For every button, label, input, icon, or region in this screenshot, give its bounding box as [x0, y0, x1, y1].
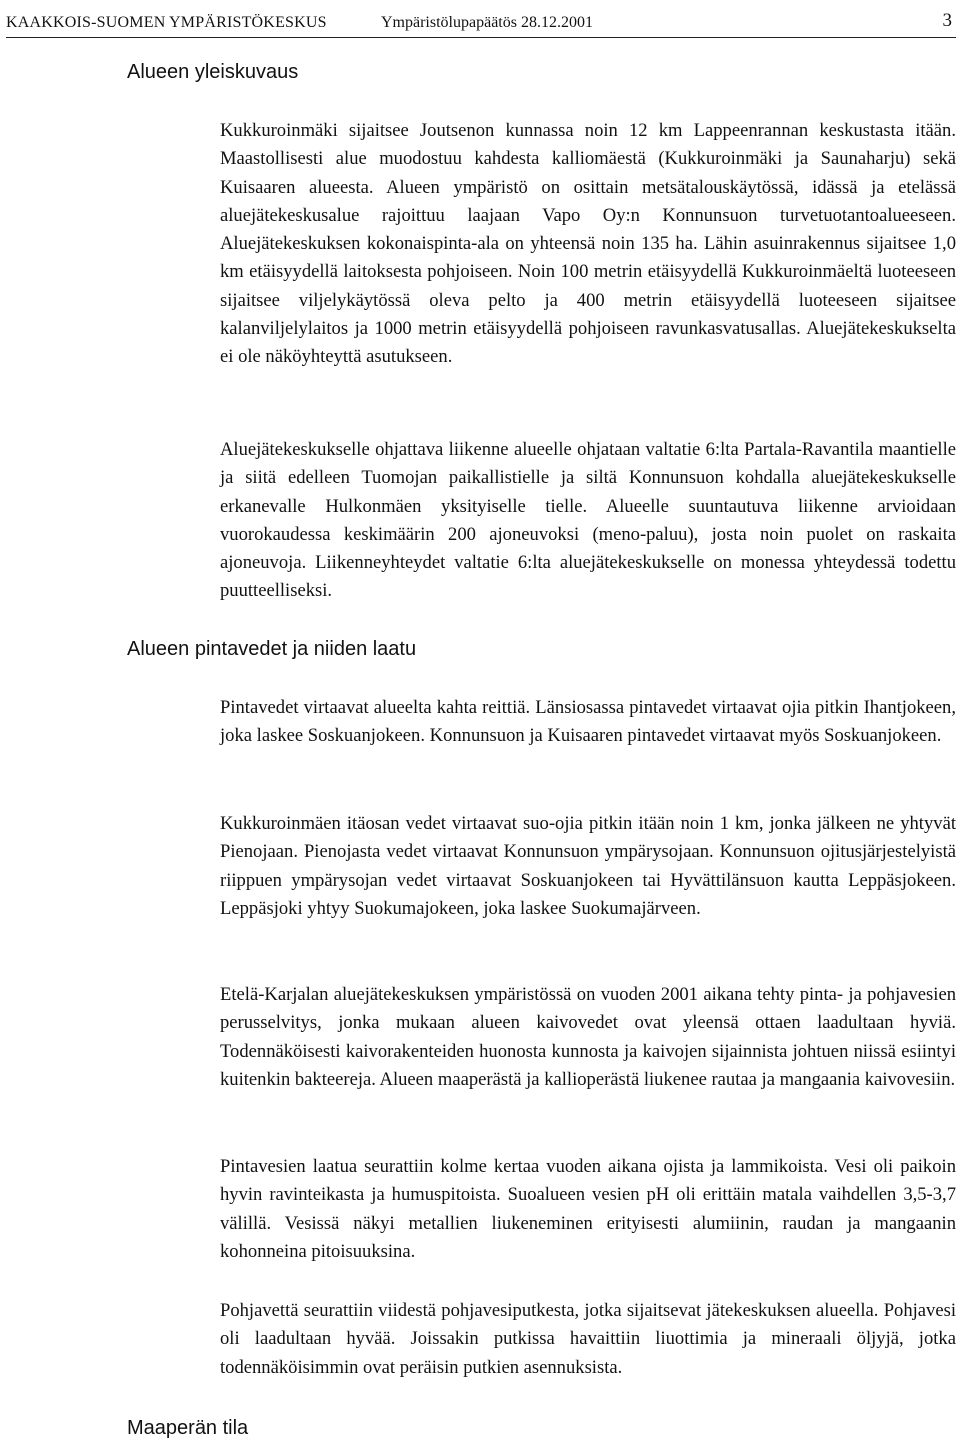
- paragraph-surface-water-survey: Etelä-Karjalan aluejätekeskuksen ympäristössä on vuoden 2001 aikana tehty pinta- ja pohjavesien perusselvitys, jonka mukaan alueen kaivovedet ovat yleensä ottaen laadultaan hyviä. Todennäköisesti kaivorakenteiden huonosta kunnosta ja kaivojen sijainnista johtuen niissä esiintyi kuitenkin bakteereja. Alueen maaperästä ja kallioperästä liukenee rautaa ja mangaania kaivovesiin.: [220, 984, 956, 1090]
- paragraph-general-location: Kukkuroinmäki sijaitsee Joutsenon kunnassa noin 12 km Lappeenrannan keskustasta itään. Maastollisesti alue muodostuu kahdesta kalliomäestä (Kukkuroinmäki ja Saunaharju) sekä Kuisaaren alueesta. Alueen ympäristö on osittain metsätalouskäytössä, idässä ja etelässä aluejätekeskusalue rajoittuu laajaan Vapo Oy:n Konnunsuon turvetuotantoalueeseen. Aluejätekeskuksen kokonaispinta-ala on yhteensä noin 135 ha. Lähin asuinrakennus sijaitsee 1,0 km etäisyydellä laitoksesta pohjoiseen. Noin 100 metrin etäisyydellä Kukkuroinmäeltä luoteeseen sijaitsee viljelykäytössä oleva pelto ja 400 metrin etäisyydellä luoteeseen sijaitsee kalanviljelylaitos ja 1000 metrin etäisyydellä pohjoiseen ravunkasvatusallas. Aluejätekeskukselta ei ole näköyhteyttä asutukseen.: [220, 120, 956, 368]
- paragraph-surface-water-quality: Pintavesien laatua seurattiin kolme kertaa vuoden aikana ojista ja lammikoista. Vesi oli paikoin hyvin ravinteikasta ja humuspitoista. Suoalueen vesien pH oli erittäin matala vaihdellen 3,5-3,7 välillä. Vesissä näkyi metallien liukeneminen erityisesti alumiinin, raudan ja mangaanin kohonneina pitoisuuksina.: [220, 1156, 956, 1262]
- paragraph-surface-water-east: Kukkuroinmäen itäosan vedet virtaavat suo-ojia pitkin itään noin 1 km, jonka jälkeen ne yhtyvät Pienojaan. Pienojasta vedet virtaavat Konnunsuon ympärysojaan. Konnunsuon ojitusjärjestelyistä riippuen ympärysojan vedet virtaavat Soskuanjokeen tai Hyvättilänsuon kautta Leppäsjokeen. Leppäsjoki yhtyy Suokumajokeen, joka laskee Suokumajärveen.: [220, 813, 956, 919]
- heading-general: Alueen yleiskuvaus: [127, 61, 299, 83]
- paragraph-surface-water-routes: Pintavedet virtaavat alueelta kahta reittiä. Länsiosassa pintavedet virtaavat ojia pitkin Ihantjokeen, joka laskee Soskuanjokeen. Konnunsuon ja Kuisaaren pintavedet virtaavat myös Soskuanjokeen.: [220, 697, 956, 747]
- heading-soil: Maaperän tila: [127, 1417, 249, 1439]
- header-organization: KAAKKOIS-SUOMEN YMPÄRISTÖKESKUS: [6, 14, 327, 31]
- page-number: 3: [942, 10, 952, 31]
- heading-surface-water: Alueen pintavedet ja niiden laatu: [127, 638, 417, 660]
- paragraph-general-traffic: Aluejätekeskukselle ohjattava liikenne alueelle ohjataan valtatie 6:lta Partala-Ravantila maantielle ja siitä edelleen Tuomojan paikallistielle ja siltä Konnunsuon kohdalla aluejätekeskukselle erkanevalle Hulkonmäen yksityiselle tielle. Alueelle suuntautuva liikenne arvioidaan vuorokaudessa keskimäärin 200 ajoneuvoksi (meno-paluu), josta noin puolet on raskaita ajoneuvoja. Liikenneyhteydet valtatie 6:lta aluejätekeskukselle on monessa yhteydessä todettu puutteelliseksi.: [220, 439, 956, 602]
- header-decision-date: Ympäristölupapäätös 28.12.2001: [381, 14, 593, 31]
- paragraph-groundwater: Pohjavettä seurattiin viidestä pohjavesiputkesta, jotka sijaitsevat jätekeskuksen alueella. Pohjavesi oli laadultaan hyvää. Joissakin putkissa havaittiin liuottimia ja mineraali öljyjä, jotka todennäköisimmin ovat peräisin putkien asennuksista.: [220, 1300, 956, 1378]
- page-header: [6, 10, 956, 36]
- header-rule: [6, 37, 956, 38]
